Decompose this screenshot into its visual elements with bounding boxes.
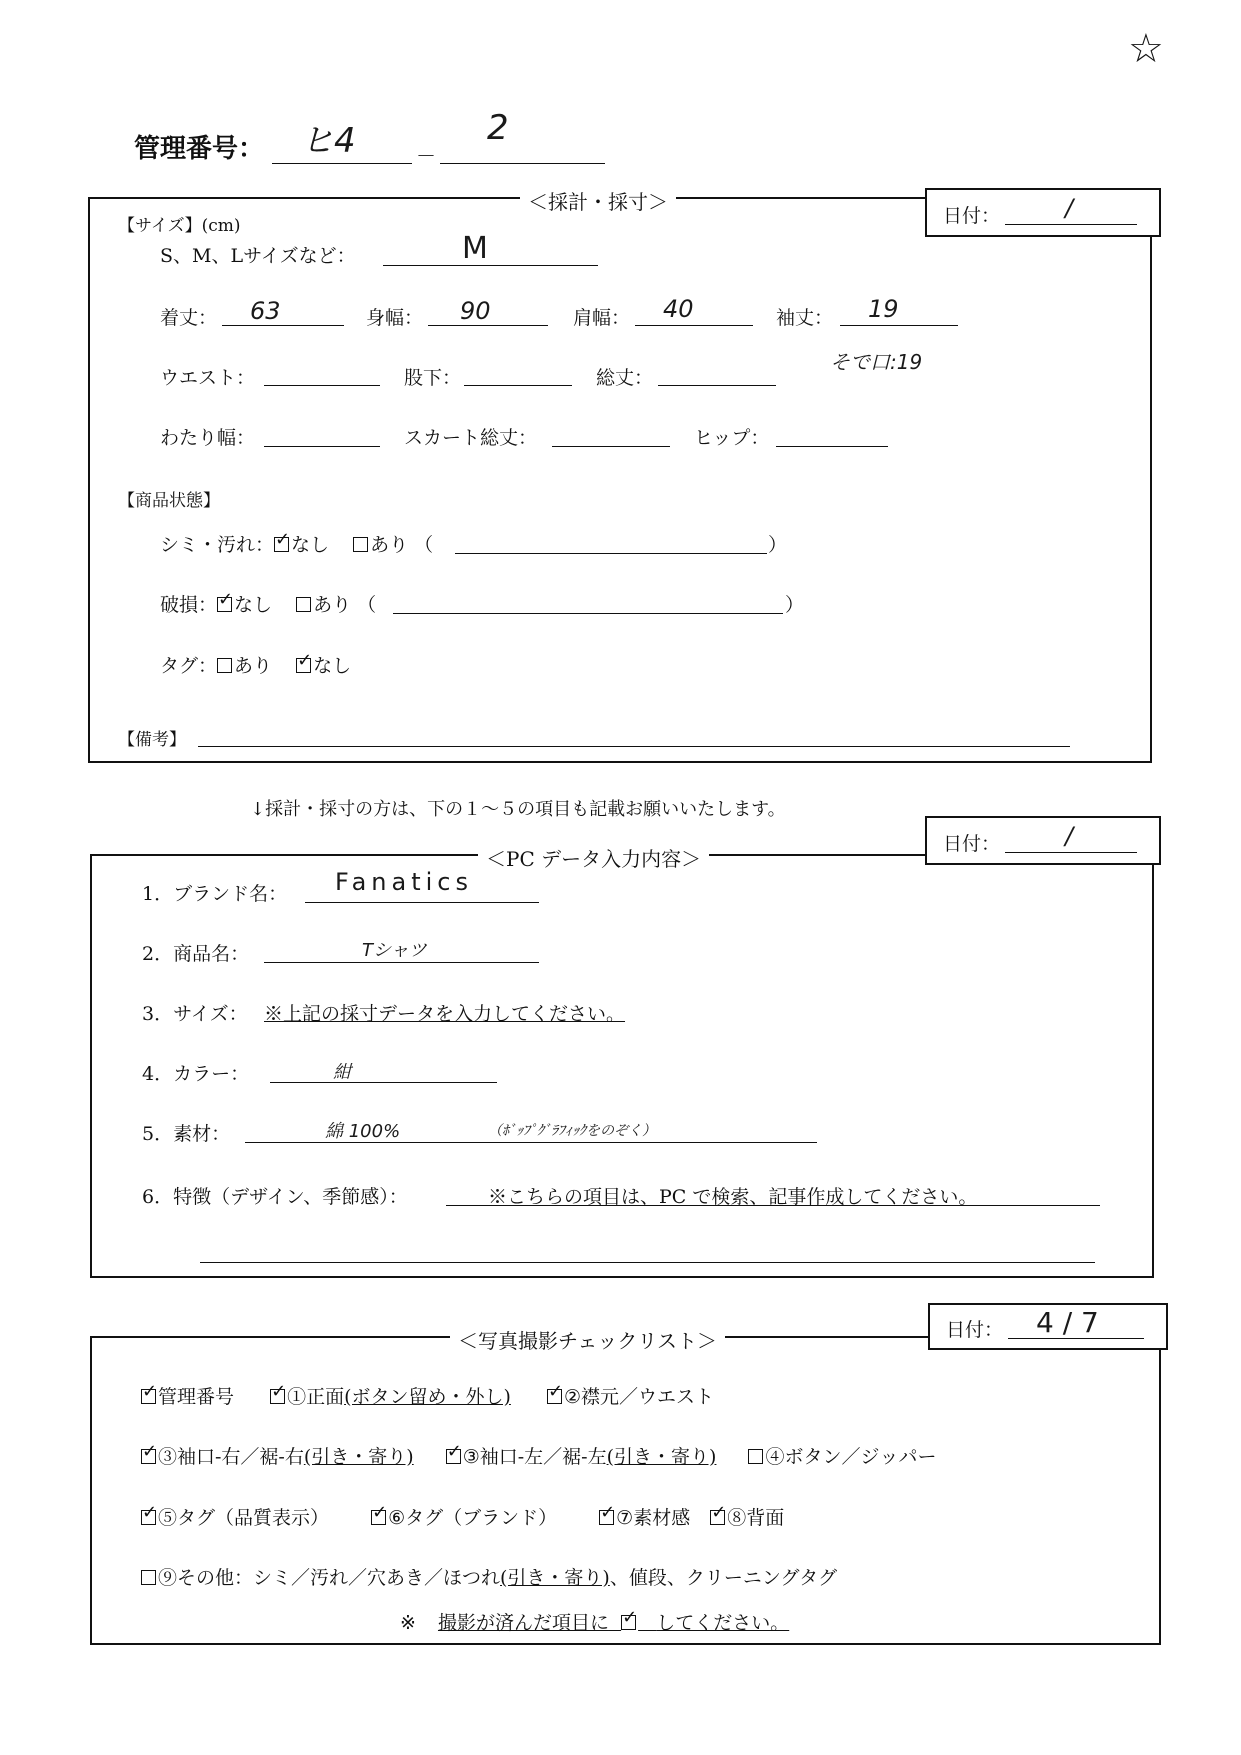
check-front-checkbox[interactable] [270,1389,285,1404]
stain-label: シミ・汚れ： [160,534,275,556]
color-label: 4．カラー： [142,1063,250,1085]
section2-date-value[interactable]: / [1065,822,1074,850]
sodetake-value[interactable]: 19 [868,295,899,323]
damage-label: 破損： [160,594,218,616]
watari-label: わたり幅： [160,427,256,449]
features-label: 6．特徴（デザイン、季節感）： [142,1186,408,1208]
size-instruction: ※上記の採寸データを入力してください。 [264,1003,626,1025]
matashita-field[interactable] [464,385,572,386]
section1-date-box [925,188,1161,237]
sodeguchi-note: そで口:19 [830,350,923,374]
kanri-value-2[interactable]: 2 [487,108,509,148]
remarks-field[interactable] [198,746,1070,747]
check-row-3: ✓⑤タグ（品質表示） ✓ ⑥タグ（ブランド） ✓ ⑦素材感 ✓ ⑧背面 [141,1503,784,1530]
check-tag-brand-checkbox[interactable] [371,1510,386,1525]
tag-exists-checkbox[interactable] [217,658,232,673]
notice-text: ↓採計・採寸の方は、下の１～５の項目も記載お願いいたします。 [250,799,786,820]
size-header: 【サイズ】(cm) [118,216,241,236]
section3-date-box [928,1303,1168,1350]
skirt-field[interactable] [552,446,670,447]
corner-star-mark: ☆ [1128,26,1164,72]
stain-detail-field[interactable] [455,553,767,554]
pc-data-section-title: ＜PC データ入力内容＞ [478,843,709,872]
damage-none-checkbox[interactable] [217,597,232,612]
check-kanri-label: 管理番号 [158,1386,235,1408]
hip-label: ヒップ： [694,427,770,449]
size-label: 3．サイズ： [142,1003,248,1025]
section3-date-label: 日付： [946,1319,1004,1341]
damage-exists-checkbox[interactable] [296,597,311,612]
photo-checklist-title: ＜写真撮影チェックリスト＞ [450,1325,725,1354]
check-kanri-checkbox[interactable] [141,1389,156,1404]
section2-date-box [925,816,1161,865]
material-value[interactable]: 綿 100% [325,1121,401,1142]
waist-field[interactable] [264,385,380,386]
soutake-label: 総丈： [596,367,654,389]
kitake-value[interactable]: 63 [250,297,281,325]
product-name-value[interactable]: Tシャツ [362,940,427,961]
features-field[interactable] [200,1262,1095,1263]
sml-label: S、M、Lサイズなど： [160,245,356,267]
condition-header: 【商品状態】 [118,491,220,511]
remarks-label: 【備考】 [118,730,186,750]
check-collar-checkbox[interactable] [547,1389,562,1404]
check-material-checkbox[interactable] [599,1510,614,1525]
kanri-dash: － [416,144,436,168]
material-note: （ﾎﾞｯﾌﾟｸﾞﾗﾌｨｯｸをのぞく） [488,1123,656,1139]
tag-row: タグ： あり ✓ なし [160,651,351,678]
brand-label: 1．ブランド名： [142,883,288,905]
footer-check-example-icon [621,1615,636,1630]
matashita-label: 股下： [404,367,462,389]
section3-date-value[interactable]: 4 / 7 [1036,1306,1099,1339]
brand-value[interactable]: Fanatics [335,868,474,896]
product-name-label: 2．商品名： [142,943,250,965]
check-back-checkbox[interactable] [710,1510,725,1525]
kanri-label: 管理番号： [134,134,265,164]
mihaba-label: 身幅： [366,307,424,329]
section1-date-label: 日付： [943,205,1001,227]
checklist-footer: ※ 撮影が済んだ項目に ✓ してください。 [400,1608,789,1635]
kanri-line-2 [440,163,605,164]
kitake-label: 着丈： [160,307,218,329]
check-cuff-right-checkbox[interactable] [141,1449,156,1464]
mihaba-value[interactable]: 90 [460,297,491,325]
kanri-line-1 [272,163,412,164]
katahaba-value[interactable]: 40 [663,295,694,323]
skirt-label: スカート総丈： [404,427,538,449]
check-cuff-left-checkbox[interactable] [446,1449,461,1464]
check-other-checkbox[interactable] [141,1570,156,1585]
kanri-value-1[interactable]: ヒ4 [300,121,356,161]
check-row-2: ✓③袖口-右／裾-右(引き・寄り) ✓ ③袖口-左／裾-左(引き・寄り) ④ボタン／ジッパー [141,1442,936,1469]
sodetake-label: 袖丈： [776,307,834,329]
tag-none-checkbox[interactable] [296,658,311,673]
stain-exists-checkbox[interactable] [353,537,368,552]
waist-label: ウエスト： [160,367,256,389]
soutake-field[interactable] [658,385,776,386]
stain-row: シミ・汚れ：✓ なし あり （ [160,530,433,557]
damage-detail-field[interactable] [393,613,783,614]
material-label: 5．素材： [142,1123,231,1145]
sml-value[interactable]: M [462,231,488,266]
check-row-4: ⑨その他：シミ／汚れ／穴あき／ほつれ(引き・寄り)、値段、クリーニングタグ [141,1563,837,1590]
check-row-1: ✓管理番号 ✓ ①正面(ボタン留め・外し) ✓ ②襟元／ウエスト [141,1382,714,1409]
check-tag-quality-checkbox[interactable] [141,1510,156,1525]
hip-field[interactable] [776,446,888,447]
section2-date-label: 日付： [943,833,1001,855]
check-button-checkbox[interactable] [748,1449,763,1464]
section1-date-value[interactable]: / [1065,194,1074,222]
color-value[interactable]: 紺 [333,1062,351,1083]
tag-label: タグ： [160,655,218,677]
stain-none-checkbox[interactable] [274,537,289,552]
watari-field[interactable] [264,446,380,447]
pc-data-section [90,854,1154,1278]
katahaba-label: 肩幅： [573,307,631,329]
measurement-section [88,197,1152,763]
features-instruction: ※こちらの項目は、PC で検索、記事作成してください。 [488,1186,978,1208]
measurement-section-title: ＜採計・採寸＞ [520,186,676,215]
damage-row: 破損：✓ なし あり （ [160,590,376,617]
